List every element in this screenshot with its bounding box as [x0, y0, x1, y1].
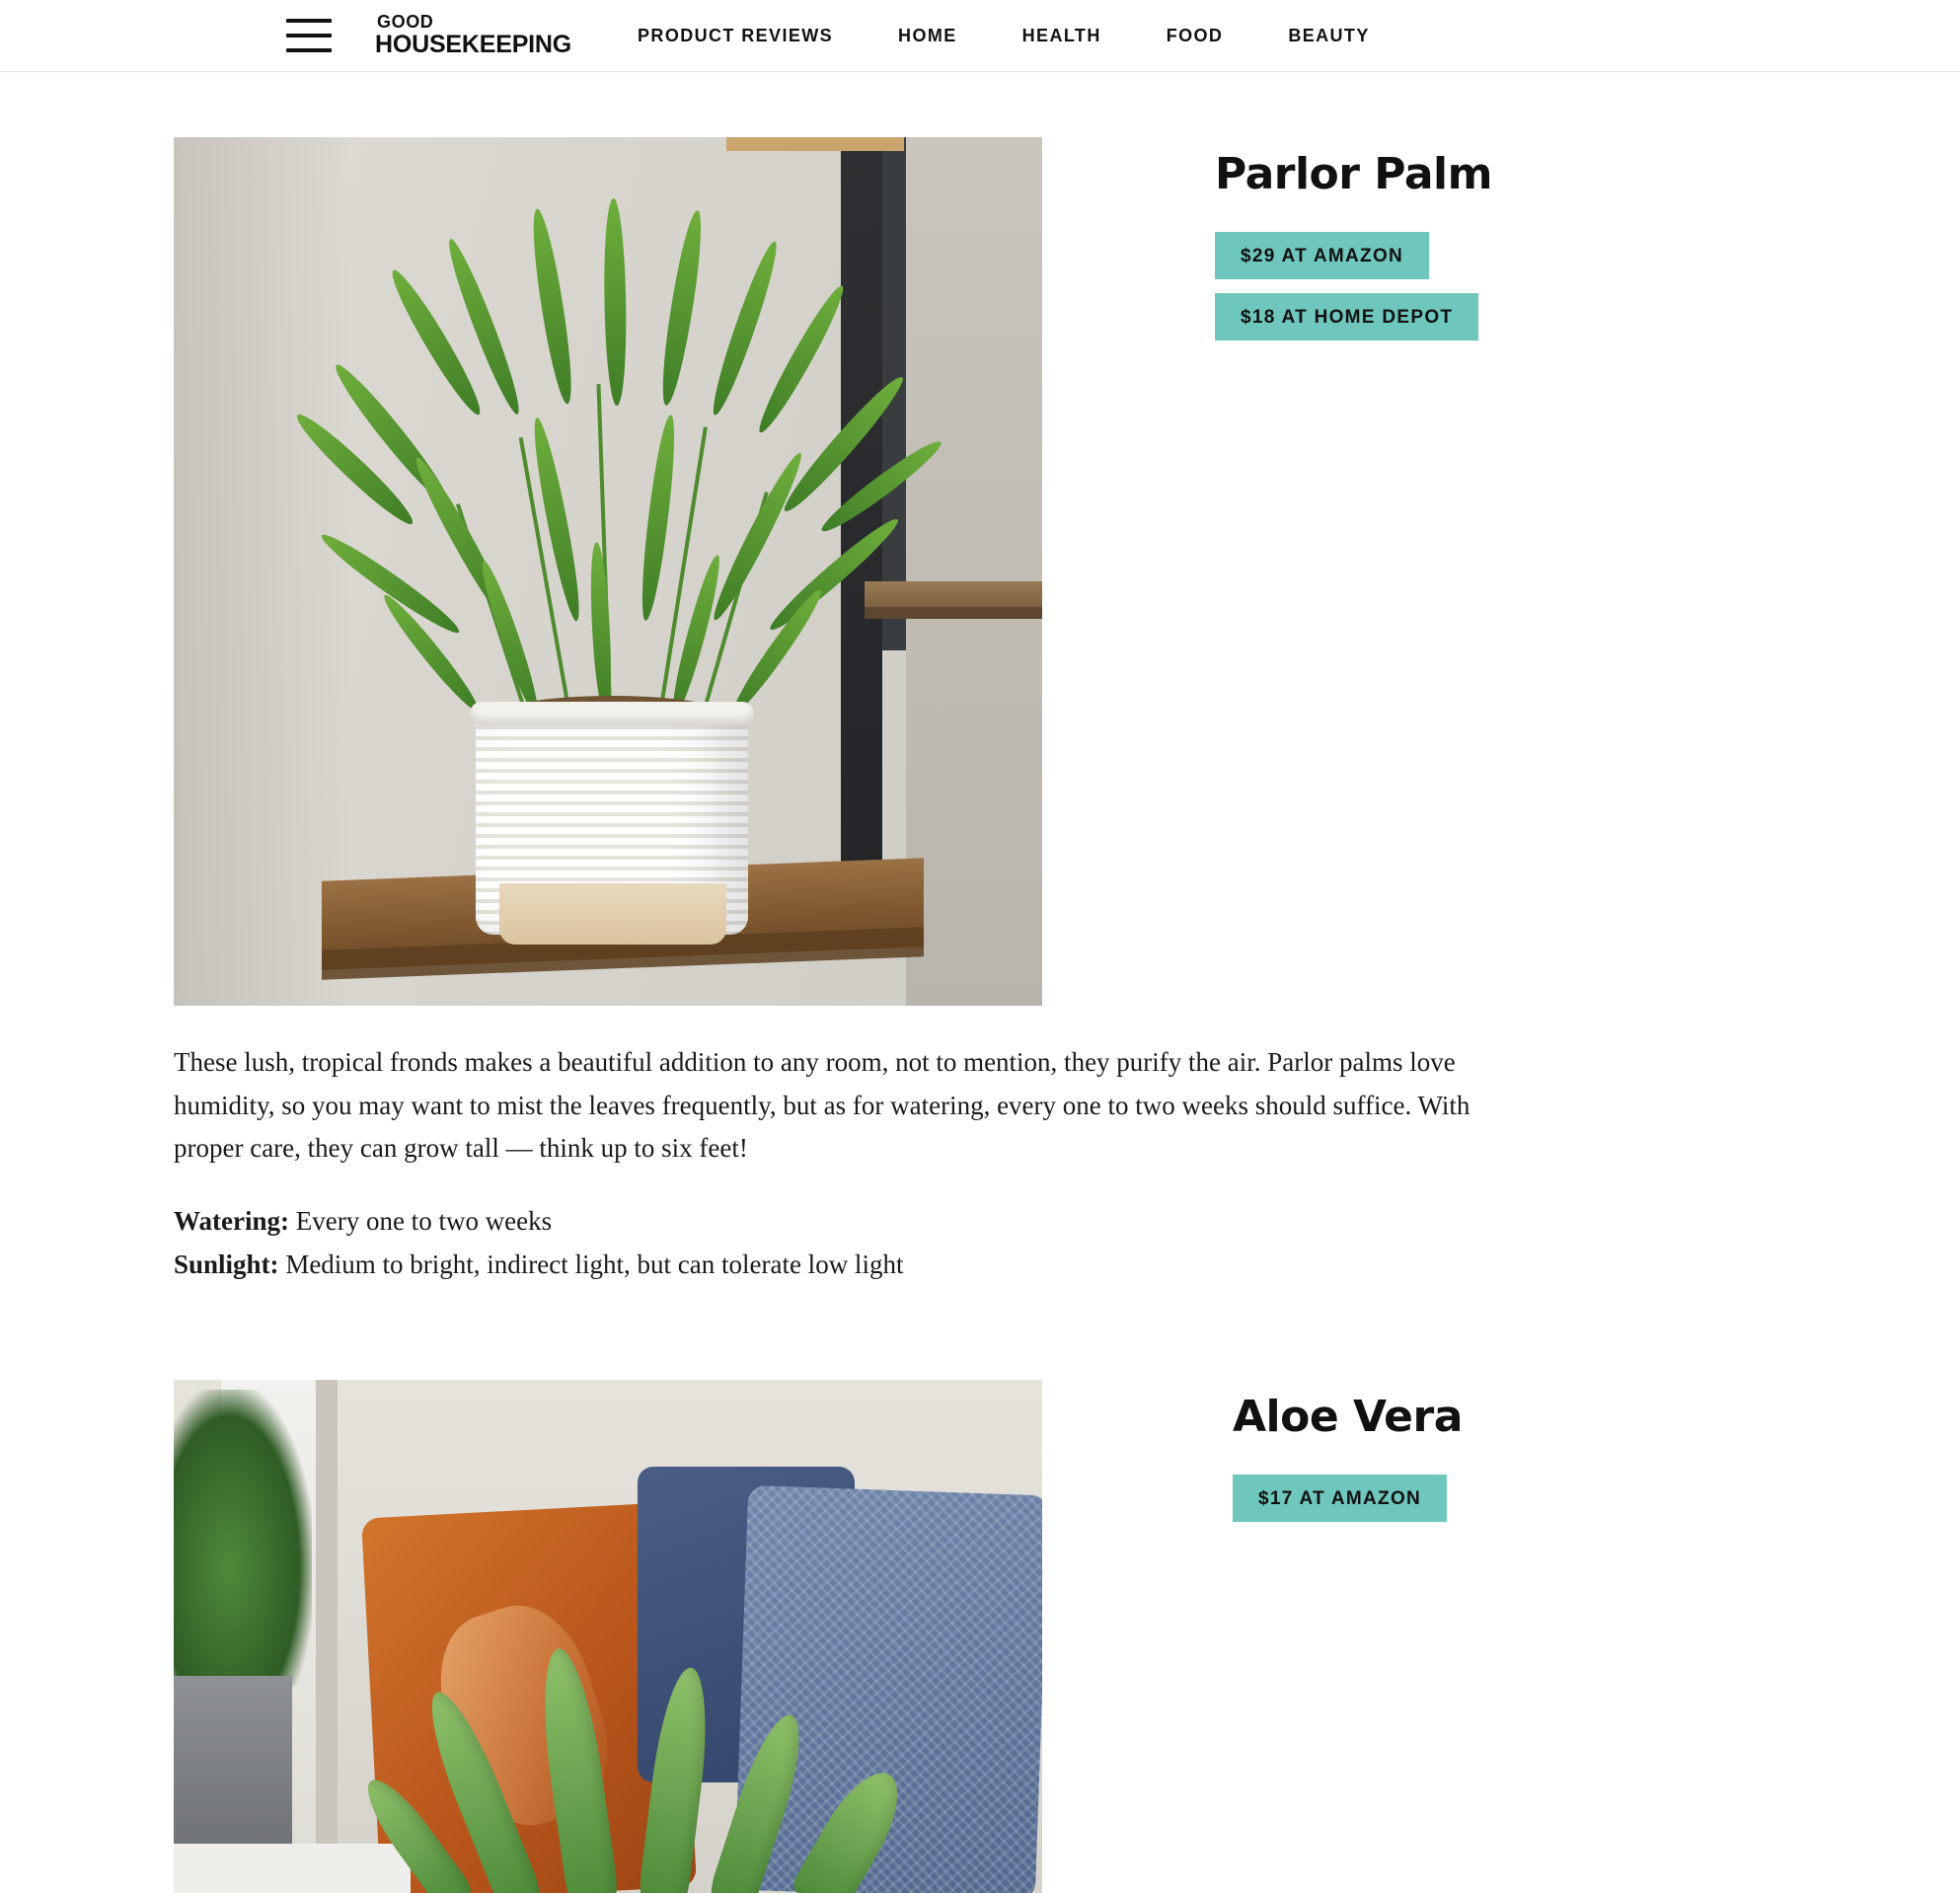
fact-watering	[174, 1200, 1516, 1244]
hamburger-icon[interactable]	[286, 19, 332, 52]
section-spacer	[0, 1287, 1960, 1380]
description-paragraph: These lush, tropical fronds makes a beautiful addition to any room, not to mention, they purify the air. Parlor palms love humidity, so you may want to mist the leaves frequently, but as for watering, every one to two weeks should suffice. With proper care, they can grow tall — think up to six feet!	[174, 1047, 1470, 1164]
photo-pot-rim	[470, 702, 754, 725]
photo-right-wall	[906, 137, 1042, 1006]
product-info-aloe-vera	[1233, 1380, 1960, 1522]
buy-button-amazon[interactable]: $29 AT AMAZON	[1215, 232, 1429, 279]
product-description	[174, 1041, 1516, 1171]
site-logo[interactable]	[375, 13, 571, 57]
fact-label-sunlight: Sunlight:	[174, 1249, 279, 1279]
product-entry-parlor-palm	[0, 137, 1960, 1287]
hamburger-bar	[286, 48, 332, 52]
nav-item-health[interactable]: HEALTH	[1021, 25, 1101, 45]
care-facts	[174, 1200, 1516, 1286]
main-nav	[605, 26, 1402, 46]
product-image-container	[174, 137, 1042, 1006]
buy-button-home-depot[interactable]: $18 AT HOME DEPOT	[1215, 293, 1478, 341]
photo-pot-base	[499, 883, 726, 945]
product-image-container	[174, 1380, 1042, 1893]
nav-item-food[interactable]: FOOD	[1166, 25, 1224, 45]
hamburger-bar	[286, 34, 332, 38]
photo-floor	[174, 1844, 411, 1893]
photo-planter	[174, 1676, 292, 1854]
fact-sunlight	[174, 1244, 1516, 1287]
article-body	[0, 72, 1960, 1893]
buy-button-group	[1233, 1475, 1960, 1522]
fact-value-watering: Every one to two weeks	[295, 1206, 553, 1237]
hamburger-bar	[286, 19, 332, 23]
nav-item-product-reviews[interactable]: PRODUCT REVIEWS	[638, 25, 834, 45]
site-header	[0, 0, 1960, 72]
fact-value-sunlight: Medium to bright, indirect light, but can tolerate low light	[285, 1249, 904, 1279]
nav-item-home[interactable]: HOME	[898, 25, 957, 45]
fact-label-watering: Watering:	[174, 1206, 289, 1237]
logo-line-1: GOOD	[377, 12, 434, 33]
aloe-vera-photo	[174, 1380, 1042, 1893]
parlor-palm-photo	[174, 137, 1042, 1006]
product-title: Aloe Vera	[1233, 1391, 1463, 1442]
buy-button-amazon[interactable]: $17 AT AMAZON	[1233, 1475, 1447, 1522]
photo-top-strip	[726, 137, 904, 151]
photo-window-frame-edge	[316, 1380, 338, 1893]
photo-shelf-edge	[865, 607, 1042, 619]
photo-shadow	[174, 137, 351, 1006]
photo-shelf	[865, 581, 1042, 607]
logo-line-2: HOUSEKEEPING	[375, 31, 572, 59]
product-entry-aloe-vera	[0, 1380, 1960, 1893]
photo-background-plant	[174, 1390, 312, 1686]
product-info-parlor-palm	[1215, 137, 1960, 341]
product-title: Parlor Palm	[1215, 149, 1492, 199]
buy-button-group	[1215, 232, 1960, 341]
nav-item-beauty[interactable]: BEAUTY	[1288, 25, 1370, 45]
